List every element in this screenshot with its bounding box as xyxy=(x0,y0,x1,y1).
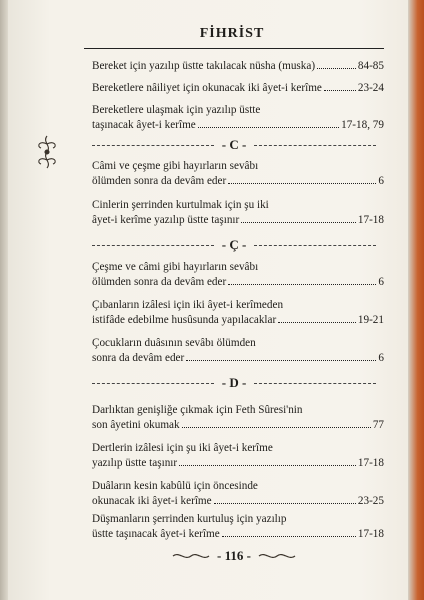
index-entry: Darlıktan genişliğe çıkmak için Feth Sûresi'nin son âyetini okumak 77 xyxy=(92,404,384,431)
page-title: FİHRİST xyxy=(199,26,265,41)
page-footer xyxy=(84,548,384,564)
page-number: - 116 - xyxy=(217,548,251,563)
index-entry: Düşmanların şerrinden kurtuluş için yazılıp üstte taşınacak âyet-i kerîme 17-18 xyxy=(92,513,384,540)
section-heading-d: - D - xyxy=(84,376,384,390)
page-ref: 77 xyxy=(372,419,384,431)
page-ref: 6 xyxy=(378,352,384,364)
index-entry: Cinlerin şerrinden kurtulmak için şu iki âyet-i kerîme yazılıp üstte taşınır 17-18 xyxy=(92,199,384,226)
page-ref: 17-18 xyxy=(357,528,384,540)
page-ref: 17-18 xyxy=(357,214,384,226)
index-entry: Çıbanların izâlesi için iki âyet-i kerîmeden istifâde edebilme husûsunda yapılacaklar 19-21 xyxy=(92,299,384,326)
index-entry: Çocukların duâsının sevâbı ölümden sonra da devâm eder 6 xyxy=(92,337,384,364)
section-heading-c: - C - xyxy=(84,138,384,152)
page-ref: 17-18, 79 xyxy=(341,119,384,131)
index-entry: Duâların kesin kabûlü için öncesinde okunacak iki âyet-i kerîme 23-25 xyxy=(92,480,384,507)
index-entry: Bereketlere nâiliyet için okunacak iki âyet-i kerîme 23-24 xyxy=(92,82,384,94)
page-ref: 19-21 xyxy=(357,314,384,326)
floral-ornament-icon xyxy=(30,132,64,172)
index-entry: Bereket için yazılıp üstte takılacak nüsha (muska) 84-85 xyxy=(92,60,384,72)
book-cover-edge xyxy=(408,0,424,600)
swirl-ornament-icon xyxy=(257,551,297,561)
page-ref: 84-85 xyxy=(357,60,384,72)
header-divider xyxy=(84,48,384,49)
swirl-ornament-icon xyxy=(171,551,211,561)
book-spine xyxy=(0,0,8,600)
index-entry: Câmi ve çeşme gibi hayırların sevâbı ölümden sonra da devâm eder 6 xyxy=(92,160,384,187)
page-ref: 23-25 xyxy=(357,495,384,507)
index-entry: Çeşme ve câmi gibi hayırların sevâbı ölümden sonra da devâm eder 6 xyxy=(92,261,384,288)
page-ref: 23-24 xyxy=(357,82,384,94)
page-ref: 6 xyxy=(378,276,384,288)
index-entry: Bereketlere ulaşmak için yazılıp üstte taşınacak âyet-i kerîme 17-18, 79 xyxy=(92,104,384,131)
index-entry: Dertlerin izâlesi için şu iki âyet-i kerîme yazılıp üstte taşınır 17-18 xyxy=(92,442,384,469)
page-ref: 17-18 xyxy=(357,457,384,469)
page-ref: 6 xyxy=(378,175,384,187)
section-heading-cc: - Ç - xyxy=(84,238,384,252)
